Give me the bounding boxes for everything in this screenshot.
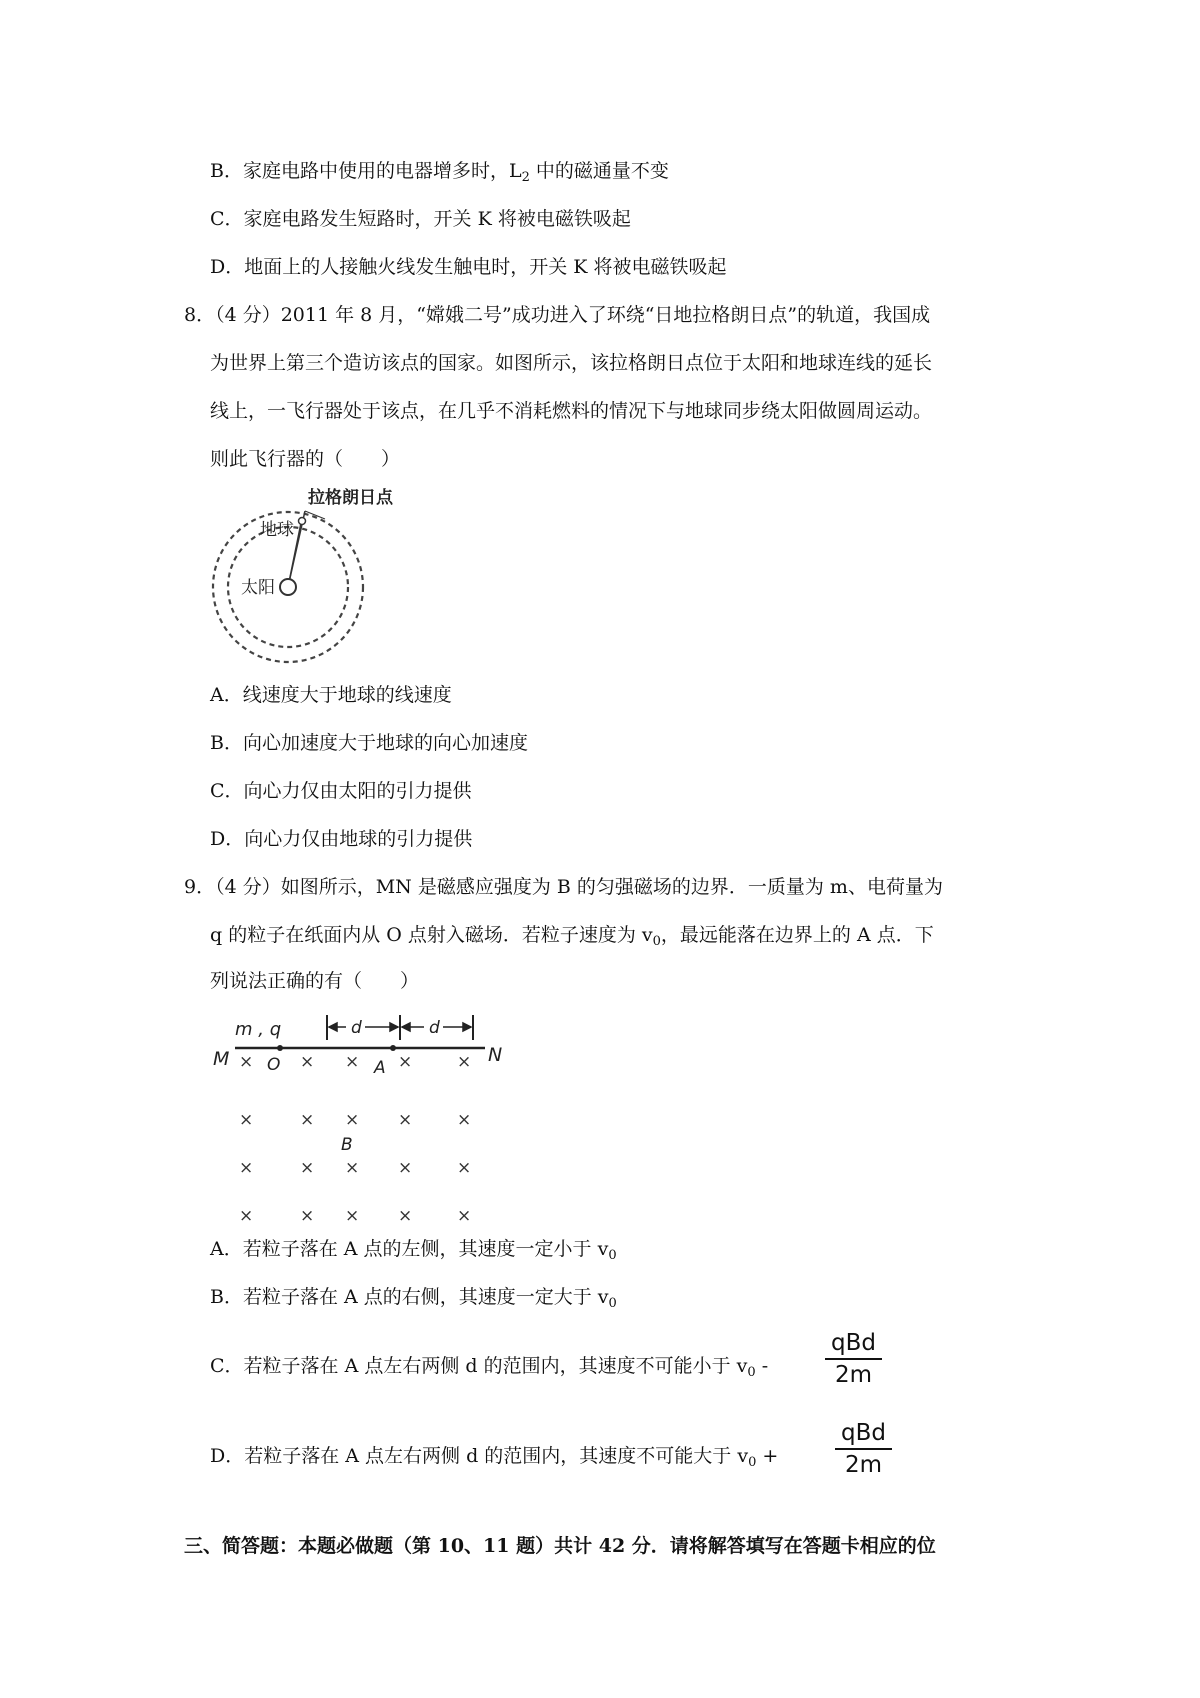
fraction-denominator: 2m xyxy=(844,1452,883,1478)
option-text: 若粒子落在 A 点左右两侧 d 的范围内，其速度不可能大于 v xyxy=(244,1445,749,1467)
option-label: A． xyxy=(210,1238,243,1260)
option-text: 地面上的人接触火线发生触电时，开关 K 将被电磁铁吸起 xyxy=(244,256,727,278)
option-text: 向心力仅由地球的引力提供 xyxy=(244,828,473,850)
field-cross: × xyxy=(345,1158,360,1178)
q8-stem-line-1 xyxy=(184,302,930,328)
option-text: 若粒子落在 A 点的左侧，其速度一定小于 v xyxy=(242,1238,609,1260)
q8-option-d xyxy=(210,826,472,852)
option-label: A． xyxy=(210,684,243,706)
subscript: 0 xyxy=(652,934,661,949)
q8-option-a xyxy=(210,682,452,708)
stem-text: （4 分）如图所示，MN 是磁感应强度为 B 的匀强磁场的边界．一质量为 m、电荷量为 xyxy=(215,876,943,898)
q7-option-b xyxy=(210,158,669,187)
label-M: M xyxy=(213,1048,230,1070)
option-label: C． xyxy=(210,780,244,802)
option-text-end: 中的磁通量不变 xyxy=(529,160,669,182)
option-label: D． xyxy=(210,828,245,850)
option-label: B． xyxy=(210,732,243,754)
field-cross: × xyxy=(239,1206,254,1226)
label-B: B xyxy=(341,1135,353,1155)
subscript: 0 xyxy=(747,1365,756,1380)
sun-label: 太阳 xyxy=(241,578,275,598)
earth-marker xyxy=(299,518,306,525)
q9-stem-line-1 xyxy=(184,874,943,900)
field-cross: × xyxy=(239,1158,254,1178)
q8-option-c xyxy=(210,778,472,804)
field-cross: × xyxy=(398,1052,413,1072)
stem-text: q 的粒子在纸面内从 O 点射入磁场．若粒子速度为 v xyxy=(210,924,653,946)
q8-stem-line-3: 线上，一飞行器处于该点，在几乎不消耗燃料的情况下与地球同步绕太阳做圆周运动。 xyxy=(210,400,933,422)
q9-option-d xyxy=(210,1443,778,1472)
q9-option-b xyxy=(210,1284,617,1313)
label-d1: d xyxy=(351,1018,362,1038)
field-cross: × xyxy=(345,1110,360,1130)
option-label: C． xyxy=(210,1355,244,1377)
subscript: 0 xyxy=(608,1248,617,1263)
fraction-denominator: 2m xyxy=(834,1362,873,1388)
q9-option-c xyxy=(210,1353,768,1382)
fraction-numerator: qBd xyxy=(841,1420,886,1446)
field-cross: × xyxy=(457,1052,472,1072)
option-text: 若粒子落在 A 点左右两侧 d 的范围内，其速度不可能小于 v xyxy=(243,1355,748,1377)
option-text: 家庭电路发生短路时，开关 K 将被电磁铁吸起 xyxy=(243,208,631,230)
field-cross: × xyxy=(300,1206,315,1226)
option-text: 家庭电路中使用的电器增多时，L xyxy=(242,160,522,182)
label-O: O xyxy=(267,1055,281,1075)
section-3-heading: 三、简答题：本题必做题（第 10、11 题）共计 42 分．请将解答填写在答题卡相应的位 xyxy=(184,1535,936,1557)
field-cross: × xyxy=(398,1158,413,1178)
label-d2: d xyxy=(429,1018,440,1038)
field-cross: × xyxy=(345,1206,360,1226)
q9-magnetic-field-figure xyxy=(205,1005,505,1230)
q8-stem-line-4: 则此飞行器的（ ） xyxy=(210,448,401,470)
point-A xyxy=(390,1045,396,1051)
field-cross: × xyxy=(239,1110,254,1130)
q7-option-c xyxy=(210,206,631,232)
option-text: 向心力仅由太阳的引力提供 xyxy=(243,780,472,802)
option-label: C． xyxy=(210,208,244,230)
q8-orbit-figure xyxy=(205,485,393,665)
option-text: 线速度大于地球的线速度 xyxy=(242,684,452,706)
q9-option-a xyxy=(210,1236,617,1265)
option-label: D． xyxy=(210,256,245,278)
field-cross: × xyxy=(398,1206,413,1226)
q9-option-c-fraction xyxy=(825,1328,882,1390)
option-label: D． xyxy=(210,1445,245,1467)
field-cross: × xyxy=(457,1110,472,1130)
q7-option-d xyxy=(210,254,727,280)
field-cross: × xyxy=(300,1110,315,1130)
option-label: B． xyxy=(210,160,243,182)
earth-label: 地球 xyxy=(260,520,294,540)
q8-stem-line-2: 为世界上第三个造访该点的国家。如图所示，该拉格朗日点位于太阳和地球连线的延长 xyxy=(210,352,933,374)
option-text: 若粒子落在 A 点的右侧，其速度一定大于 v xyxy=(242,1286,609,1308)
stem-text-end: ，最远能落在边界上的 A 点．下 xyxy=(660,924,934,946)
q9-stem-line-2 xyxy=(210,922,934,951)
field-cross: × xyxy=(345,1052,360,1072)
stem-text: （4 分）2011 年 8 月，“嫦娥二号”成功进入了环绕“日地拉格朗日点”的轨道，我国成 xyxy=(215,304,931,326)
option-label: B． xyxy=(210,1286,243,1308)
operator: + xyxy=(756,1445,779,1467)
q9-stem-line-3: 列说法正确的有（ ） xyxy=(210,970,420,992)
field-cross: × xyxy=(300,1158,315,1178)
lagrange-label: 拉格朗日点 xyxy=(308,488,393,508)
label-A: A xyxy=(374,1058,386,1078)
field-cross: × xyxy=(300,1052,315,1072)
sun-marker xyxy=(280,579,296,595)
question-number: 8． xyxy=(184,304,216,326)
field-cross: × xyxy=(457,1158,472,1178)
operator: - xyxy=(755,1355,769,1377)
subscript: 2 xyxy=(521,170,530,185)
subscript: 0 xyxy=(748,1455,757,1470)
point-O xyxy=(277,1045,283,1051)
field-cross: × xyxy=(239,1052,254,1072)
subscript: 0 xyxy=(608,1296,617,1311)
fraction-numerator: qBd xyxy=(831,1330,876,1356)
option-text: 向心加速度大于地球的向心加速度 xyxy=(242,732,528,754)
label-N: N xyxy=(488,1044,503,1066)
q9-option-d-fraction xyxy=(835,1418,892,1480)
question-number: 9． xyxy=(184,876,216,898)
q8-option-b xyxy=(210,730,528,756)
d-arrow-1 xyxy=(329,1023,398,1031)
field-cross: × xyxy=(457,1206,472,1226)
label-mq: m , q xyxy=(235,1019,282,1040)
field-cross: × xyxy=(398,1110,413,1130)
